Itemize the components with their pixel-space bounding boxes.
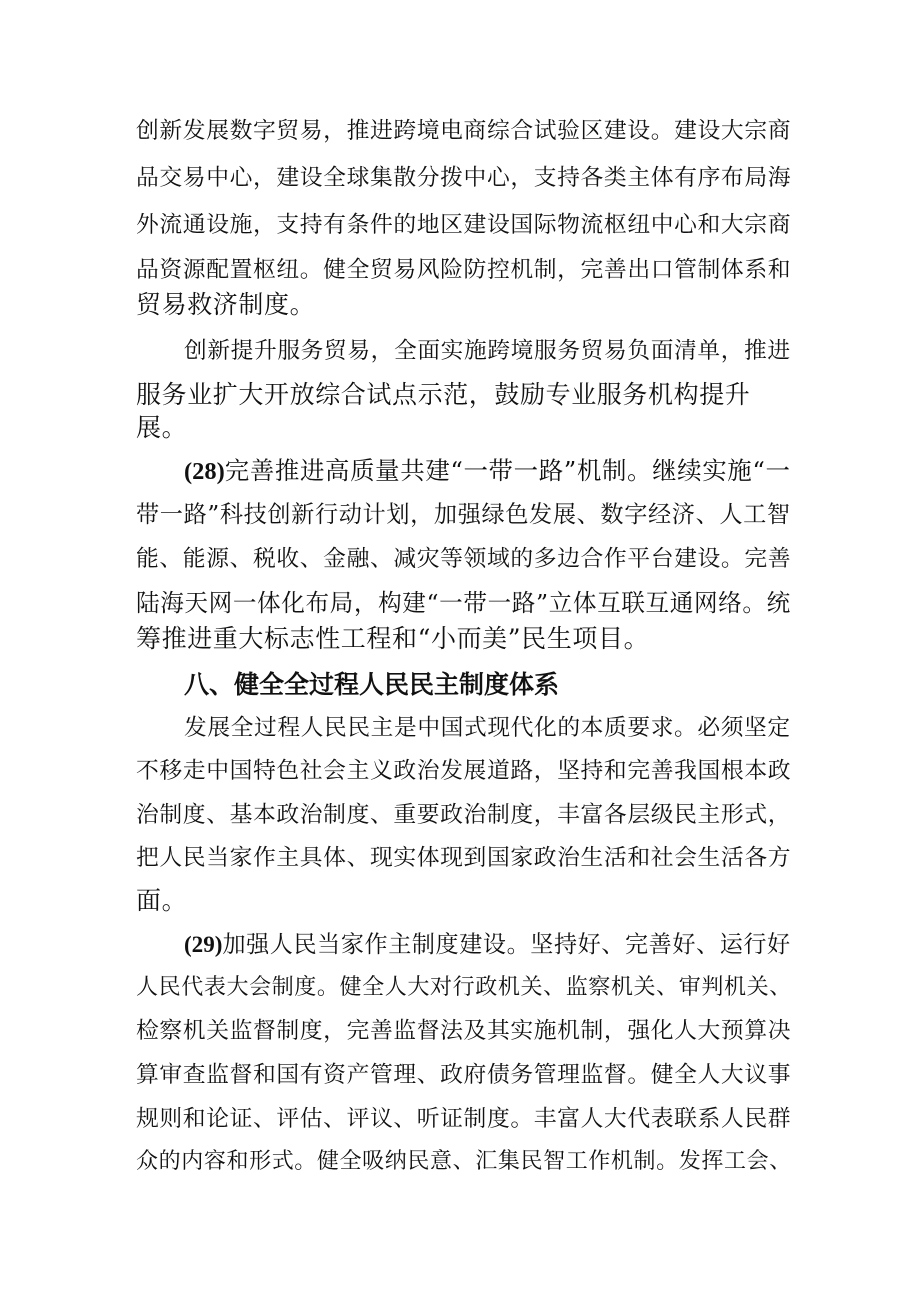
paragraph-line: 不移走中国特色社会主义政治发展道路，坚持和完善我国根本政 (136, 758, 792, 784)
paragraph-line: 把人民当家作主具体、现实体现到国家政治生活和社会生活各方 (136, 845, 792, 871)
paragraph-line: 外流通设施，支持有条件的地区建设国际物流枢纽中心和大宗商 (136, 212, 792, 238)
item-number-28: (28) (184, 458, 225, 485)
paragraph-line: 能、能源、税收、金融、减灾等领域的多边合作平台建设。完善 (136, 546, 792, 572)
paragraph-line: 人民代表大会制度。健全人大对行政机关、监察机关、审判机关、 (136, 975, 792, 1000)
paragraph-line: 检察机关监督制度，完善监督法及其实施机制，强化人大预算决 (136, 1018, 792, 1044)
paragraph-line: 创新发展数字贸易，推进跨境电商综合试验区建设。建设大宗商 (136, 118, 792, 144)
paragraph-line: 陆海天网一体化布局，构建“一带一路”立体互联互通网络。统 (136, 589, 791, 617)
paragraph-line: 服务业扩大开放综合试点示范，鼓励专业服务机构提升 (136, 380, 751, 409)
paragraph-line: 展。 (136, 413, 188, 442)
paragraph-line: 带一路”科技创新行动计划，加强绿色发展、数字经济、人工智 (136, 501, 791, 528)
paragraph-line: 众的内容和形式。健全吸纳民意、汇集民智工作机制。发挥工会、 (136, 1149, 792, 1174)
paragraph-line: 治制度、基本政治制度、重要政治制度，丰富各层级民主形式， (136, 802, 792, 828)
paragraph-line-item-29 (184, 929, 791, 959)
paragraph-line: 筹推进重大标志性工程和“小而美”民生项目。 (136, 624, 650, 653)
paragraph-line-item-28 (184, 456, 791, 486)
item-number-29: (29) (184, 931, 223, 957)
paragraph-line: 品资源配置枢纽。健全贸易风险防控机制，完善出口管制体系和 (136, 257, 792, 283)
paragraph-line: 规则和论证、评估、评议、听证制度。丰富人大代表联系人民群 (136, 1106, 792, 1132)
paragraph-line: 发展全过程人民民主是中国式现代化的本质要求。必须坚定 (184, 715, 791, 741)
section-heading: 八、健全全过程人民民主制度体系 (184, 670, 560, 699)
paragraph-line: 面。 (136, 886, 188, 915)
paragraph-text: 完善推进高质量共建“一带一路”机制。继续实施“一 (224, 456, 791, 485)
paragraph-line: 贸易救济制度。 (136, 290, 316, 319)
paragraph-line: 算审查监督和国有资产管理、政府债务管理监督。健全人大议事 (136, 1062, 792, 1088)
paragraph-text: 加强人民当家作主制度建设。坚持好、完善好、运行好 (222, 932, 791, 958)
paragraph-line: 创新提升服务贸易，全面实施跨境服务贸易负面清单，推进 (184, 338, 791, 364)
paragraph-line: 品交易中心，建设全球集散分拨中心，支持各类主体有序布局海 (136, 165, 792, 191)
